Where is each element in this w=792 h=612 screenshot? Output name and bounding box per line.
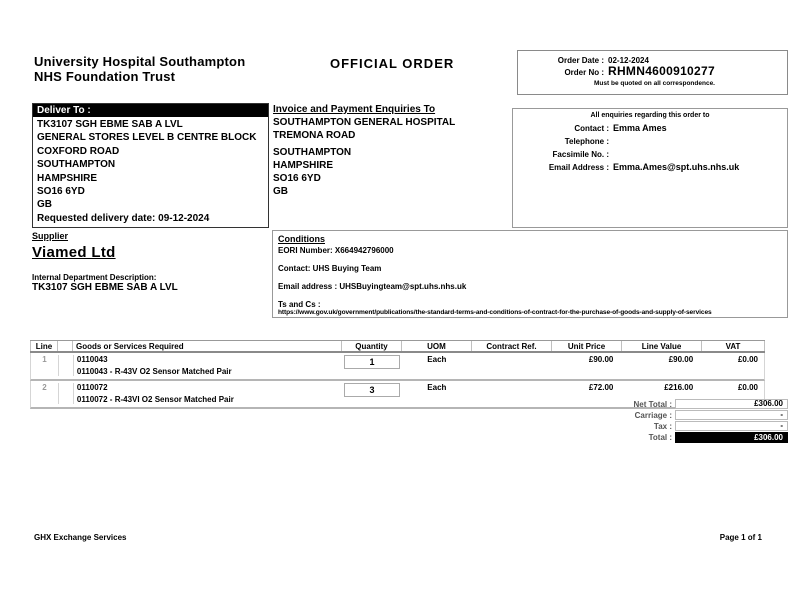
quantity-box: 3 bbox=[344, 383, 400, 397]
header-line-value: Line Value bbox=[622, 341, 702, 351]
deliver-address-line: GB bbox=[37, 199, 52, 211]
eori-number: EORI Number: X664942796000 bbox=[278, 246, 394, 255]
deliver-address-line: HAMPSHIRE bbox=[37, 172, 98, 184]
enquiries-email-row bbox=[513, 161, 787, 174]
order-number-value: RHMN4600910277 bbox=[608, 64, 715, 78]
deliver-address-line: GENERAL STORES LEVEL B CENTRE BLOCK bbox=[37, 132, 257, 144]
supplier-title: Supplier bbox=[32, 231, 69, 241]
order-number-label: Order No : bbox=[564, 68, 604, 77]
item-code: 0110072 bbox=[76, 383, 108, 392]
row-uom: Each bbox=[427, 383, 447, 392]
invoice-enquiries-title: Invoice and Payment Enquiries To bbox=[273, 104, 436, 115]
row-vat: £0.00 bbox=[737, 383, 758, 392]
conditions-title: Conditions bbox=[278, 234, 325, 244]
grand-total-value: £306.00 bbox=[675, 432, 788, 443]
enquiries-fax-row bbox=[513, 148, 787, 161]
conditions-email: Email address : UHSBuyingteam@spt.uhs.nhs.uk bbox=[278, 282, 467, 291]
enquiries-heading: All enquiries regarding this order to bbox=[590, 112, 710, 119]
terms-url: https://www.gov.uk/government/publications/the-standard-terms-and-conditions-of-contract-for-the-purchase-of-goods-and-supply-of-services bbox=[278, 309, 712, 316]
carriage-row bbox=[600, 410, 788, 420]
deliver-address-line: SO16 6YD bbox=[37, 186, 85, 198]
item-description: 0110043 - R-43V O2 Sensor Matched Pair bbox=[76, 367, 232, 376]
order-date-value: 02-12-2024 bbox=[608, 56, 649, 65]
carriage-label: Carriage : bbox=[634, 410, 672, 420]
row-line-value: £216.00 bbox=[664, 383, 694, 392]
row-blank-cell bbox=[59, 355, 74, 376]
row-unit-price: £72.00 bbox=[588, 383, 614, 392]
row-contract-ref bbox=[472, 355, 552, 376]
order-enquiries-box bbox=[512, 108, 788, 228]
row-quantity-cell bbox=[342, 355, 402, 376]
tax-row bbox=[600, 421, 788, 431]
net-total-value: £306.00 bbox=[675, 399, 788, 409]
quantity-box: 1 bbox=[344, 355, 400, 369]
invoice-address-line: SO16 6YD bbox=[273, 173, 321, 184]
supplier-block bbox=[32, 231, 262, 293]
row-blank-cell bbox=[59, 383, 74, 404]
header-line: Line bbox=[30, 341, 58, 351]
tax-value: - bbox=[675, 421, 788, 431]
row-uom: Each bbox=[427, 355, 447, 364]
requested-delivery-date: Requested delivery date: 09-12-2024 bbox=[37, 212, 210, 224]
item-code: 0110043 bbox=[76, 355, 108, 364]
row-unit-price: £90.00 bbox=[588, 355, 614, 364]
invoice-address-line: SOUTHAMPTON GENERAL HOSPITAL bbox=[273, 117, 456, 128]
header-unit-price: Unit Price bbox=[552, 341, 622, 351]
terms-label: Ts and Cs : bbox=[278, 300, 321, 309]
totals-block bbox=[600, 399, 788, 444]
net-total-label: Net Total : bbox=[633, 399, 672, 409]
email-value: Emma.Ames@spt.uhs.nhs.uk bbox=[613, 162, 740, 172]
facsimile-label: Facsimile No. : bbox=[552, 150, 609, 159]
conditions-box bbox=[272, 230, 788, 318]
row-vat: £0.00 bbox=[737, 355, 758, 364]
organisation-name-line2: NHS Foundation Trust bbox=[34, 69, 176, 84]
deliver-to-address bbox=[33, 117, 268, 226]
carriage-value: - bbox=[675, 410, 788, 420]
organisation-name-line1: University Hospital Southampton bbox=[34, 54, 246, 69]
email-label: Email Address : bbox=[548, 163, 609, 172]
order-quote-note: Must be quoted on all correspondence. bbox=[594, 80, 715, 87]
deliver-address-line: TK3107 SGH EBME SAB A LVL bbox=[37, 119, 183, 130]
conditions-contact: Contact: UHS Buying Team bbox=[278, 264, 382, 273]
contact-label: Contact : bbox=[574, 124, 609, 133]
header-contract-ref: Contract Ref. bbox=[472, 341, 552, 351]
tax-label: Tax : bbox=[653, 421, 672, 431]
header-blank bbox=[58, 341, 73, 351]
enquiries-contact-row bbox=[513, 122, 787, 135]
document-title: OFFICIAL ORDER bbox=[330, 56, 455, 71]
row-line-number: 2 bbox=[31, 383, 59, 404]
order-number-row bbox=[526, 66, 779, 78]
row-line-value: £90.00 bbox=[668, 355, 694, 364]
order-date-label: Order Date : bbox=[557, 56, 604, 65]
row-contract-ref bbox=[472, 383, 552, 404]
internal-department-value: TK3107 SGH EBME SAB A LVL bbox=[32, 282, 178, 293]
grand-total-label: Total : bbox=[648, 433, 672, 442]
internal-department-label: Internal Department Description: bbox=[32, 273, 157, 282]
header-quantity: Quantity bbox=[342, 341, 402, 351]
row-goods-cell bbox=[74, 383, 342, 404]
table-header-row bbox=[30, 340, 765, 353]
order-reference-box bbox=[517, 50, 788, 95]
enquiries-telephone-row bbox=[513, 135, 787, 148]
invoice-address-line: HAMPSHIRE bbox=[273, 160, 334, 171]
organisation-name bbox=[34, 54, 245, 84]
deliver-address-line: SOUTHAMPTON bbox=[37, 159, 116, 171]
row-line-number: 1 bbox=[31, 355, 59, 376]
deliver-to-box bbox=[32, 103, 269, 228]
row-quantity-cell bbox=[342, 383, 402, 404]
deliver-address-line: COXFORD ROAD bbox=[37, 145, 120, 157]
page-number: Page 1 of 1 bbox=[719, 533, 762, 542]
grand-total-row bbox=[600, 432, 788, 443]
header-uom: UOM bbox=[402, 341, 472, 351]
header-vat: VAT bbox=[702, 341, 765, 351]
net-total-row bbox=[600, 399, 788, 409]
header-goods: Goods or Services Required bbox=[73, 341, 342, 351]
deliver-to-title: Deliver To : bbox=[33, 104, 268, 117]
invoice-address-line: SOUTHAMPTON bbox=[273, 147, 352, 158]
invoice-address-line: GB bbox=[273, 186, 288, 197]
invoice-address-line: TREMONA ROAD bbox=[273, 130, 356, 141]
table-row bbox=[30, 353, 765, 381]
contact-value: Emma Ames bbox=[613, 123, 667, 133]
row-goods-cell bbox=[74, 355, 342, 376]
invoice-enquiries-block bbox=[273, 104, 505, 198]
item-description: 0110072 - R-43VI O2 Sensor Matched Pair bbox=[76, 395, 234, 404]
telephone-label: Telephone : bbox=[564, 137, 609, 146]
footer-service-name: GHX Exchange Services bbox=[34, 533, 127, 542]
supplier-name: Viamed Ltd bbox=[32, 244, 116, 261]
